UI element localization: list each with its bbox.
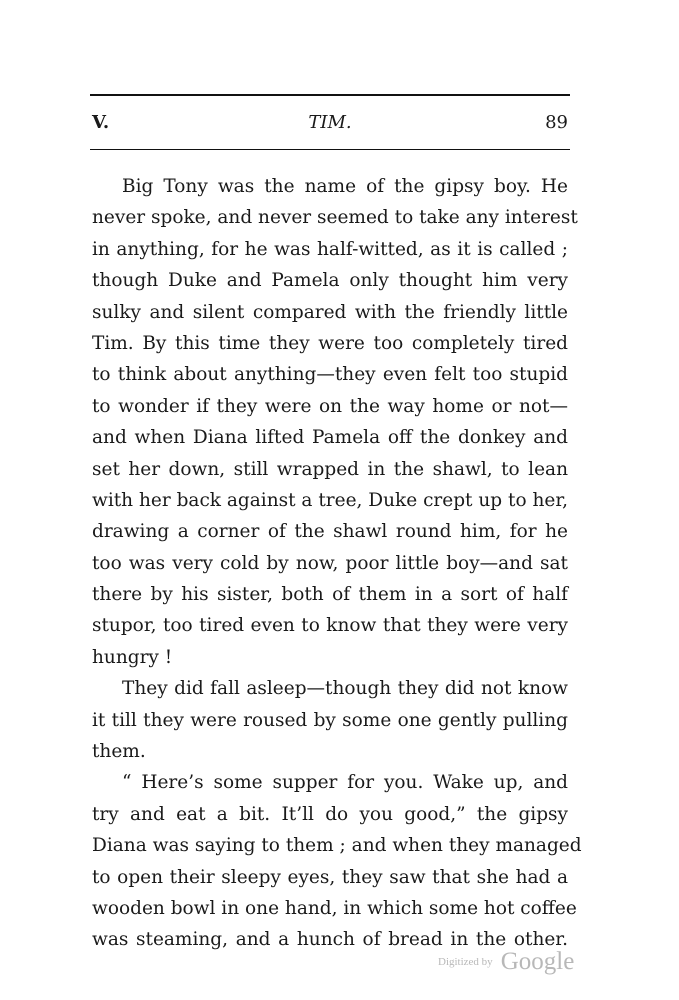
text-line: was steaming, and a hunch of bread in the other. (92, 929, 568, 951)
chapter-number: V. (92, 112, 110, 133)
header-rule-top (90, 94, 570, 96)
text-line: “ Here’s some supper for you. Wake up, and (122, 772, 568, 794)
text-line: to think about anything—they even felt too stupid (92, 364, 568, 386)
running-title: TIM. (308, 112, 352, 133)
watermark-brand: Google (500, 948, 575, 975)
text-line: to wonder if they were on the way home or not— (92, 395, 568, 417)
text-line: try and eat a bit. It’ll do you good,” the gipsy (92, 803, 568, 825)
text-line: hungry ! (92, 646, 173, 668)
body-text (92, 171, 582, 956)
watermark-prefix: Digitized by (438, 956, 493, 968)
text-line: in anything, for he was half-witted, as it is called ; (92, 238, 568, 260)
text-line: stupor, too tired even to know that they were very (92, 615, 568, 637)
digitized-watermark (438, 948, 574, 982)
running-header (90, 111, 570, 135)
text-line: wooden bowl in one hand, in which some hot coffee (92, 897, 577, 919)
text-line: it till they were roused by some one gently pulling (92, 709, 568, 731)
text-line: too was very cold by now, poor little boy—and sat (92, 552, 568, 574)
text-line: They did fall asleep—though they did not know (122, 678, 568, 700)
text-line: set her down, still wrapped in the shawl, to lean (92, 458, 568, 480)
text-line: there by his sister, both of them in a sort of half (92, 584, 568, 606)
header-rule-bottom (90, 149, 570, 150)
text-line: Tim. By this time they were too completely tired (92, 332, 568, 354)
text-line: them. (92, 741, 146, 763)
page-number: 89 (545, 112, 568, 133)
text-line: though Duke and Pamela only thought him very (92, 270, 568, 292)
text-line: Big Tony was the name of the gipsy boy. He (122, 176, 568, 197)
text-line: to open their sleepy eyes, they saw that she had a (92, 866, 568, 888)
text-line: and when Diana lifted Pamela off the donkey and (92, 427, 568, 449)
text-line: with her back against a tree, Duke crept up to her, (92, 489, 569, 511)
text-line: sulky and silent compared with the friendly little (92, 301, 568, 323)
text-line: drawing a corner of the shawl round him, for he (92, 521, 568, 543)
text-line: Diana was saying to them ; and when they managed (92, 835, 582, 857)
text-line: never spoke, and never seemed to take any interest (92, 207, 578, 229)
